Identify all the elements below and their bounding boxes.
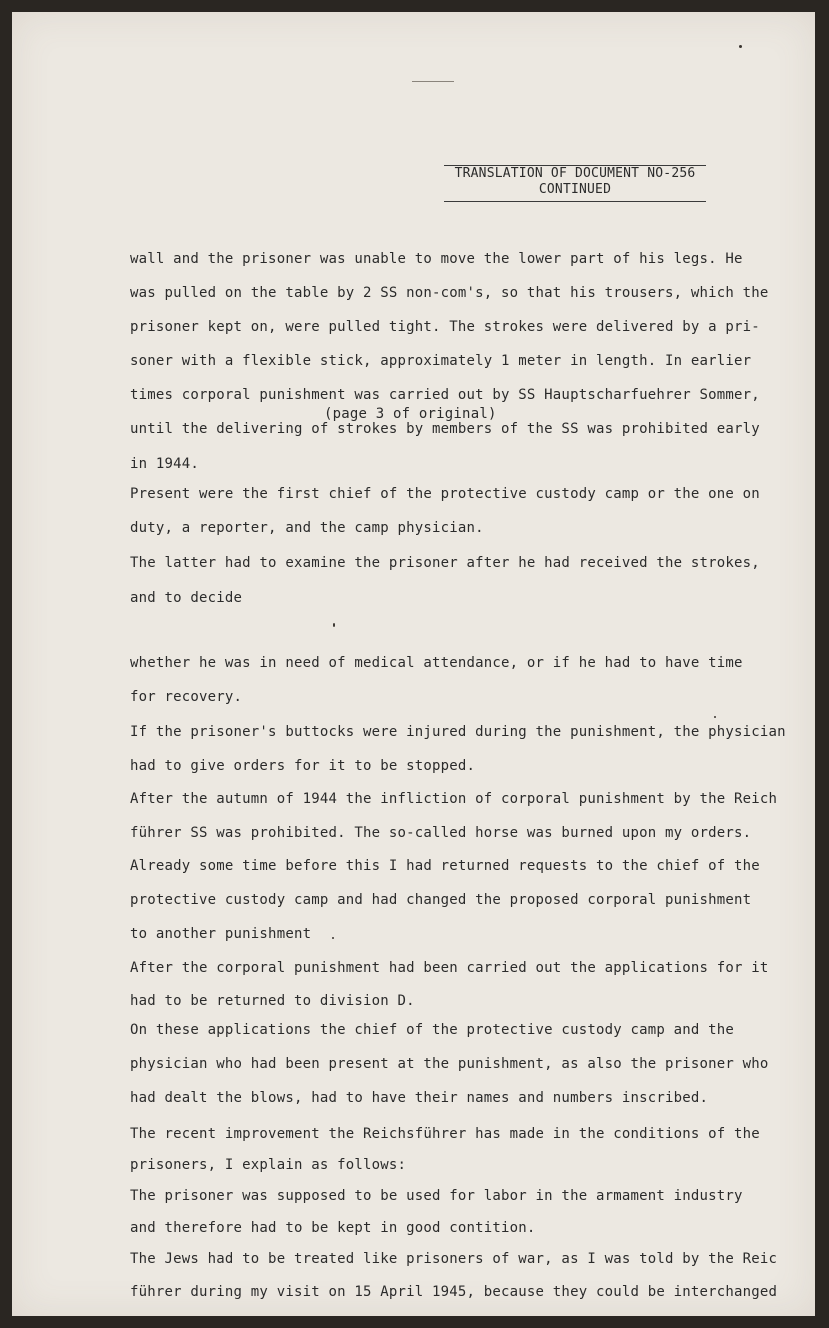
document-subtitle: CONTINUED	[538, 182, 612, 197]
text-line: times corporal punishment was carried out by SS Hauptscharfuehrer Sommer,	[130, 387, 760, 403]
text-line: führer during my visit on 15 April 1945, because they could be interchanged	[130, 1284, 778, 1300]
text-line: whether he was in need of medical attendance, or if he had to have time	[130, 655, 743, 671]
text-line: and therefore had to be kept in good contition.	[130, 1220, 536, 1236]
document-page	[12, 12, 815, 1316]
text-line: The Jews had to be treated like prisoners of war, as I was told by the Reic	[130, 1251, 778, 1267]
paper-speck	[714, 716, 716, 718]
text-line: If the prisoner's buttocks were injured during the punishment, the physician	[130, 724, 786, 740]
text-line: in 1944.	[130, 456, 200, 472]
header-bottom-rule	[444, 201, 706, 202]
text-line: On these applications the chief of the protective custody camp and the	[130, 1022, 735, 1038]
stray-mark	[412, 81, 454, 82]
text-line: prisoners, I explain as follows:	[130, 1157, 407, 1173]
paper-speck	[333, 623, 335, 627]
text-line: duty, a reporter, and the camp physician.	[130, 520, 484, 536]
text-line: After the autumn of 1944 the infliction of corporal punishment by the Reich	[130, 791, 778, 807]
page-note: (page 3 of original)	[324, 406, 497, 422]
text-line: The recent improvement the Reichsführer has made in the conditions of the	[130, 1126, 760, 1142]
paper-speck	[332, 937, 334, 939]
text-line: until the delivering of strokes by members of the SS was prohibited early	[130, 421, 760, 437]
text-line: had to give orders for it to be stopped.	[130, 758, 476, 774]
text-line: and to decide	[130, 590, 243, 606]
document-title: TRANSLATION OF DOCUMENT NO-256	[454, 166, 696, 181]
text-line: had to be returned to division D.	[130, 993, 415, 1009]
text-line: The prisoner was supposed to be used for labor in the armament industry	[130, 1188, 743, 1204]
document-header	[444, 165, 706, 202]
text-line: protective custody camp and had changed the proposed corporal punishment	[130, 892, 752, 908]
text-line: After the corporal punishment had been carried out the applications for it	[130, 960, 769, 976]
text-line: führer SS was prohibited. The so-called horse was burned upon my orders.	[130, 825, 752, 841]
text-line: The latter had to examine the prisoner after he had received the strokes,	[130, 555, 760, 571]
text-line: soner with a flexible stick, approximately 1 meter in length. In earlier	[130, 353, 752, 369]
text-line: physician who had been present at the punishment, as also the prisoner who	[130, 1056, 769, 1072]
text-line: had dealt the blows, had to have their names and numbers inscribed.	[130, 1090, 709, 1106]
text-line: to another punishment	[130, 926, 312, 942]
text-line: wall and the prisoner was unable to move the lower part of his legs. He	[130, 251, 743, 267]
text-line: was pulled on the table by 2 SS non-com's, so that his trousers, which the	[130, 285, 769, 301]
text-line: for recovery.	[130, 689, 243, 705]
text-line: Present were the first chief of the protective custody camp or the one on	[130, 486, 760, 502]
text-line: Already some time before this I had returned requests to the chief of the	[130, 858, 760, 874]
text-line: prisoner kept on, were pulled tight. The strokes were delivered by a pri-	[130, 319, 760, 335]
paper-speck	[739, 45, 742, 48]
